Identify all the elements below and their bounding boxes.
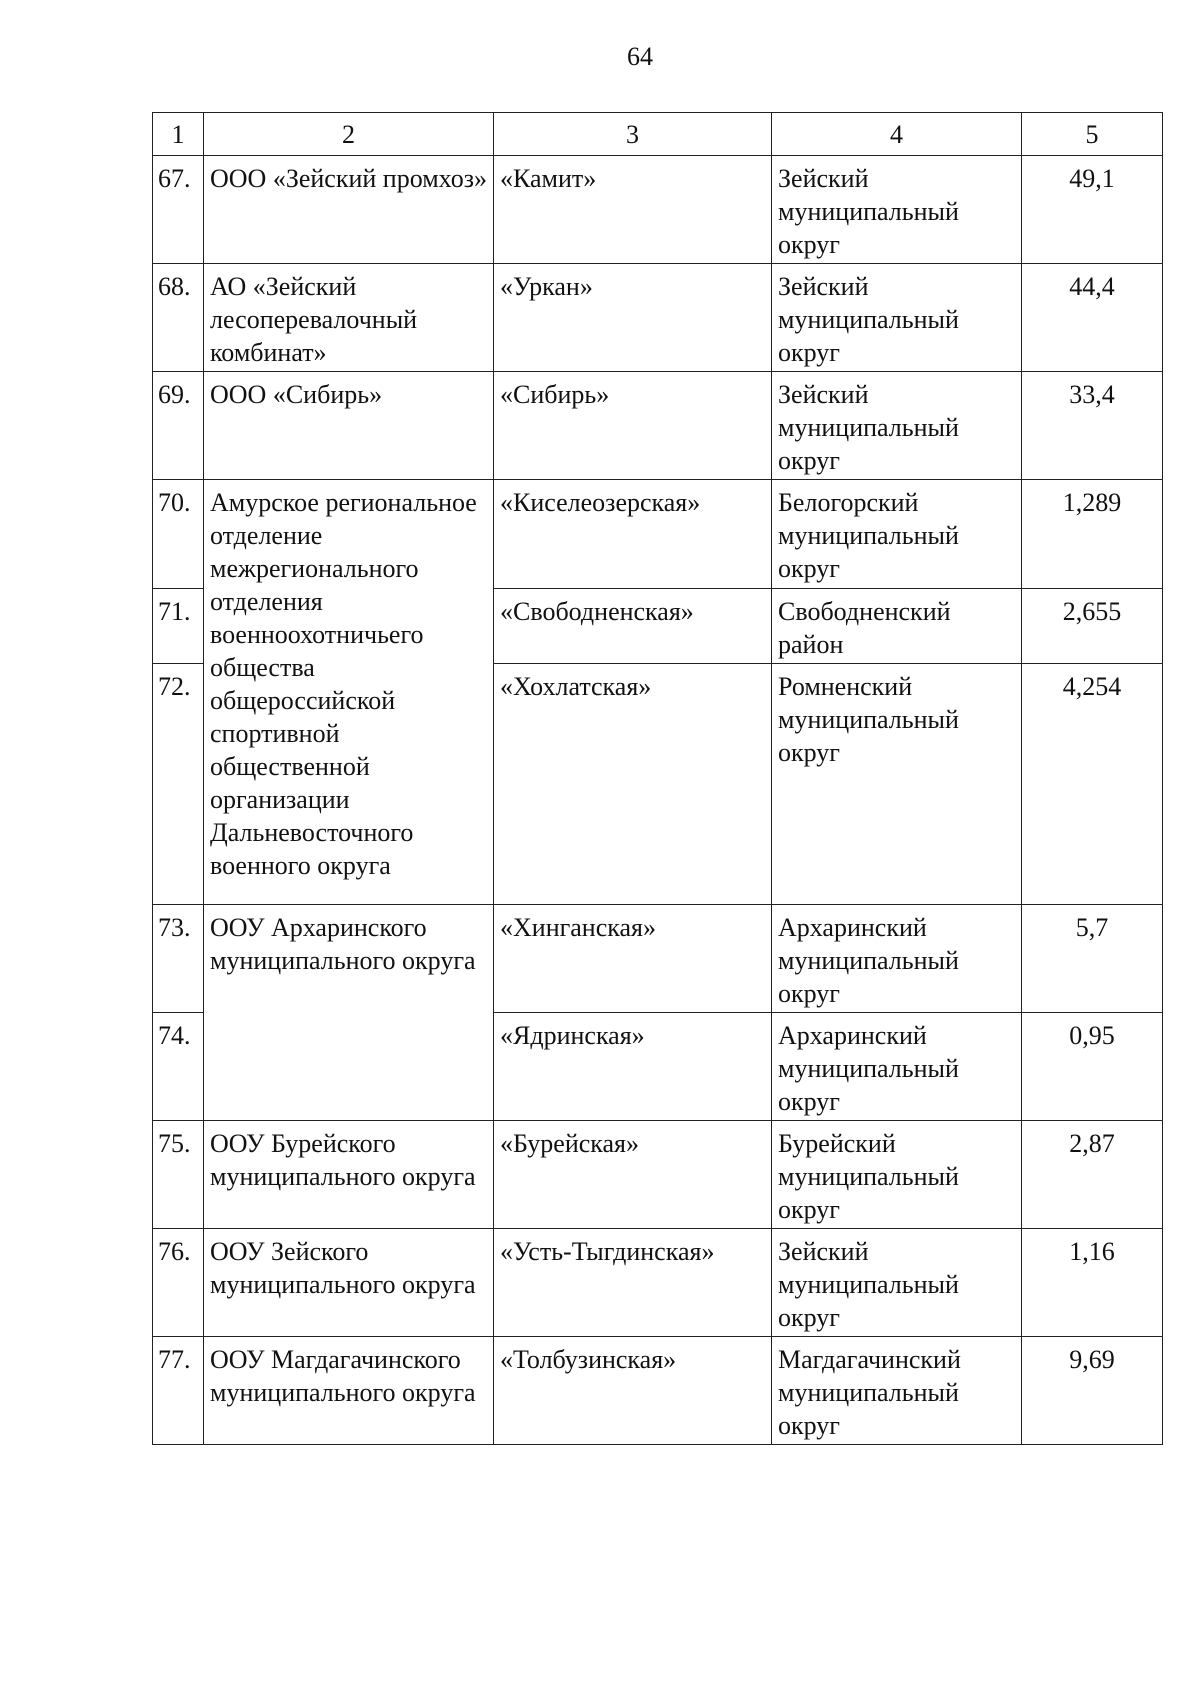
column-header: 2 — [204, 113, 494, 156]
area-value-cell: 1,16 — [1022, 1229, 1163, 1337]
area-value-cell: 49,1 — [1022, 156, 1163, 264]
area-value-cell: 2,87 — [1022, 1121, 1163, 1229]
column-header: 3 — [494, 113, 772, 156]
organization-cell: ООУ Архаринского муниципального округа — [204, 905, 494, 1121]
organization-cell: ООО «Сибирь» — [204, 372, 494, 480]
district-cell: Зейский муниципальный округ — [772, 372, 1022, 480]
ground-name-cell: «Хохлатская» — [494, 664, 772, 905]
table-row — [153, 1229, 1163, 1337]
district-cell: Ромненский муниципальный округ — [772, 664, 1022, 905]
ground-name-cell: «Киселеозерская» — [494, 480, 772, 589]
area-value-cell: 2,655 — [1022, 589, 1163, 664]
organization-cell: ООУ Зейского муниципального округа — [204, 1229, 494, 1337]
district-cell: Магдагачинский муниципальный округ — [772, 1337, 1022, 1445]
area-value-cell: 5,7 — [1022, 905, 1163, 1013]
row-number: 76. — [153, 1229, 204, 1337]
row-number: 75. — [153, 1121, 204, 1229]
district-cell: Зейский муниципальный округ — [772, 264, 1022, 372]
ground-name-cell: «Камит» — [494, 156, 772, 264]
ground-name-cell: «Уркан» — [494, 264, 772, 372]
table-row — [153, 905, 1163, 1013]
district-cell: Бурейский муниципальный округ — [772, 1121, 1022, 1229]
district-cell: Свободненский район — [772, 589, 1022, 664]
row-number: 77. — [153, 1337, 204, 1445]
ground-name-cell: «Свободненская» — [494, 589, 772, 664]
ground-name-cell: «Ядринская» — [494, 1013, 772, 1121]
row-number: 72. — [153, 664, 204, 905]
table-header-row — [153, 113, 1163, 156]
district-cell: Архаринский муниципальный округ — [772, 1013, 1022, 1121]
table-row — [153, 1337, 1163, 1445]
ground-name-cell: «Толбузинская» — [494, 1337, 772, 1445]
ground-name-cell: «Бурейская» — [494, 1121, 772, 1229]
area-value-cell: 44,4 — [1022, 264, 1163, 372]
ground-name-cell: «Усть-Тыгдинская» — [494, 1229, 772, 1337]
column-header: 4 — [772, 113, 1022, 156]
organization-cell: ООО «Зейский промхоз» — [204, 156, 494, 264]
row-number: 69. — [153, 372, 204, 480]
organization-cell: АО «Зейский лесоперевалочный комбинат» — [204, 264, 494, 372]
table-row — [153, 264, 1163, 372]
organization-cell: ООУ Магдагачинского муниципального округа — [204, 1337, 494, 1445]
row-number: 73. — [153, 905, 204, 1013]
area-value-cell: 33,4 — [1022, 372, 1163, 480]
area-value-cell: 9,69 — [1022, 1337, 1163, 1445]
area-value-cell: 1,289 — [1022, 480, 1163, 589]
row-number: 68. — [153, 264, 204, 372]
area-value-cell: 0,95 — [1022, 1013, 1163, 1121]
table-row — [153, 480, 1163, 589]
row-number: 67. — [153, 156, 204, 264]
ground-name-cell: «Хинганская» — [494, 905, 772, 1013]
row-number: 74. — [153, 1013, 204, 1121]
district-cell: Архаринский муниципальный округ — [772, 905, 1022, 1013]
hunting-grounds-table — [152, 112, 1163, 1445]
row-number: 71. — [153, 589, 204, 664]
column-header: 5 — [1022, 113, 1163, 156]
column-header: 1 — [153, 113, 204, 156]
district-cell: Зейский муниципальный округ — [772, 156, 1022, 264]
table-row — [153, 372, 1163, 480]
area-value-cell: 4,254 — [1022, 664, 1163, 905]
table-row — [153, 1121, 1163, 1229]
district-cell: Белогорский муниципальный округ — [772, 480, 1022, 589]
organization-cell: ООУ Бурейского муниципального округа — [204, 1121, 494, 1229]
district-cell: Зейский муниципальный округ — [772, 1229, 1022, 1337]
page-number: 64 — [627, 42, 653, 71]
row-number: 70. — [153, 480, 204, 589]
table-row — [153, 156, 1163, 264]
organization-cell: Амурское региональное отделение межрегионального отделения военноохотничьего общества общероссийской спортивной общественной организации Дальневосточного военного округа — [204, 480, 494, 905]
ground-name-cell: «Сибирь» — [494, 372, 772, 480]
